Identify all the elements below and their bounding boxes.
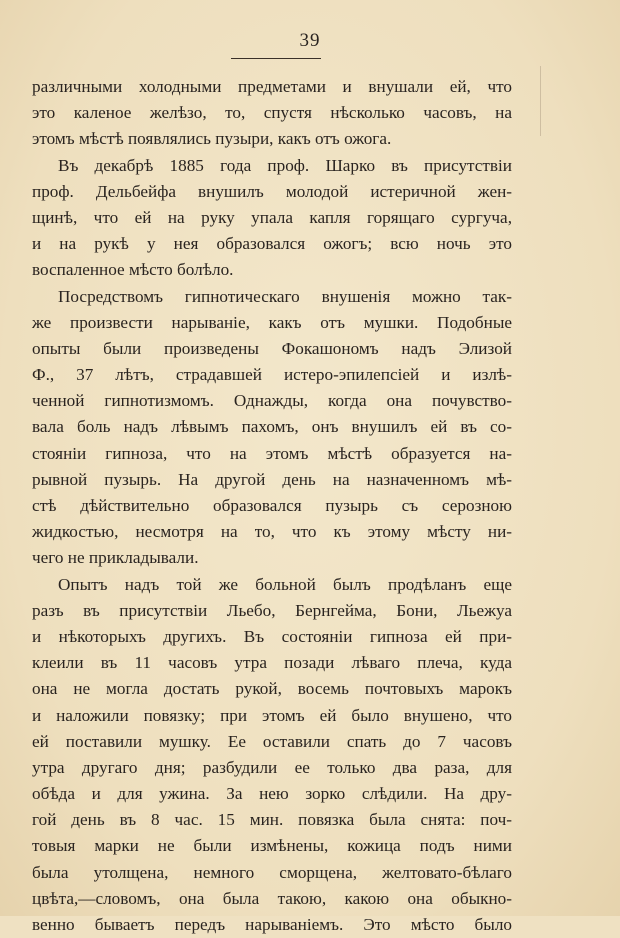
text-line: и нѣкоторыхъ другихъ. Въ состояніи гипноза ей при- xyxy=(32,626,512,646)
text-line: и наложили повязку; при этомъ ей было внушено, что xyxy=(32,705,512,725)
text-line: разъ въ присутствіи Льебо, Бернгейма, Бони, Льежуа xyxy=(32,600,512,620)
header-rule xyxy=(231,58,321,59)
text-line: венно бываетъ передъ нарываніемъ. Это мѣсто было xyxy=(32,915,512,934)
text-line: это каленое желѣзо, то, спустя нѣсколько часовъ, на xyxy=(32,103,512,123)
page-number: 39 xyxy=(299,30,321,51)
text-line: ченной гипнотизмомъ. Однажды, когда она почувство- xyxy=(32,391,512,411)
text-line: опыты были произведены Фокашономъ надъ Элизой xyxy=(32,338,512,358)
text-line: товыя марки не были измѣнены, кожица подъ ними xyxy=(32,836,512,856)
text-line: вала боль надъ лѣвымъ пахомъ, онъ внушилъ ей въ со- xyxy=(32,417,512,437)
text-line: была утолщена, немного сморщена, желтовато-бѣлаго xyxy=(32,862,512,882)
text-line: проф. Дельбейфа внушилъ молодой истеричной жен- xyxy=(32,181,512,201)
text-line: воспаленное мѣсто болѣло. xyxy=(32,260,234,280)
text-line: Ф., 37 лѣтъ, страдавшей истеро-эпилепсіей и излѣ- xyxy=(32,365,512,385)
text-line: чего не прикладывали. xyxy=(32,548,199,568)
text-line: обѣда и для ужина. За нею зорко слѣдили. На дру- xyxy=(32,784,512,804)
text-line: гой день въ 8 час. 15 мин. повязка была снята: поч- xyxy=(32,810,512,830)
text-line: Посредствомъ гипнотическаго внушенія можно так- xyxy=(58,286,512,306)
text-line: утра другаго дня; разбудили ее только два раза, для xyxy=(32,757,512,777)
text-line: щинѣ, что ей на руку упала капля горящаго сургуча, xyxy=(32,207,512,227)
text-line: стѣ дѣйствительно образовался пузырь съ серозною xyxy=(32,496,512,515)
text-line: же произвести нарываніе, какъ отъ мушки. Подобные xyxy=(32,312,512,332)
margin-pencil-mark xyxy=(540,66,542,136)
body-text xyxy=(32,74,512,938)
text-line: ей поставили мушку. Ее оставили спать до 7 часовъ xyxy=(32,731,512,751)
text-line: этомъ мѣстѣ появлялись пузыри, какъ отъ ожога. xyxy=(32,129,392,149)
text-line: различными холодными предметами и внушали ей, что xyxy=(32,77,512,96)
text-line: клеили въ 11 часовъ утра позади лѣваго плеча, куда xyxy=(32,653,512,673)
text-line: она не могла достать рукой, восемь почтовыхъ марокъ xyxy=(32,679,512,699)
text-line: Въ декабрѣ 1885 года проф. Шарко въ присутствіи xyxy=(58,155,512,175)
text-line: Опытъ надъ той же больной былъ продѣланъ еще xyxy=(58,574,512,594)
text-line: жидкостью, несмотря на то, что къ этому мѣсту ни- xyxy=(32,522,512,542)
text-line: рывной пузырь. На другой день на назначенномъ мѣ- xyxy=(32,469,512,489)
text-line: цвѣта,—словомъ, она была такою, какою она обыкно- xyxy=(32,888,512,908)
text-line: стояніи гипноза, что на этомъ мѣстѣ образуется на- xyxy=(32,443,512,463)
text-line: и на рукѣ у нея образовался ожогъ; всю ночь это xyxy=(32,234,512,254)
